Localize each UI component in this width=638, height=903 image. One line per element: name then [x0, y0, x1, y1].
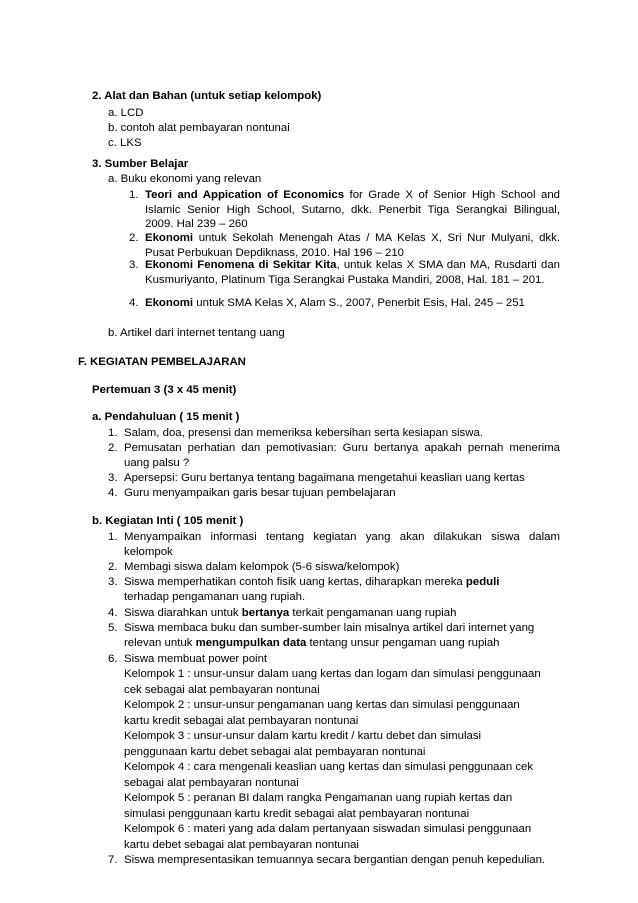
- step-text: Siswa memperhatikan contoh fisik uang kertas, diharapkan mereka peduli: [124, 576, 500, 588]
- book-entry: [145, 258, 560, 287]
- step-text: Membagi siswa dalam kelompok (5-6 siswa/kelompok): [124, 561, 400, 573]
- book-title: Ekonomi: [145, 232, 194, 244]
- step-number: 1.: [108, 531, 118, 543]
- section-3-heading: 3. Sumber Belajar: [92, 158, 189, 170]
- book-number: 3.: [129, 259, 139, 271]
- group-line: Kelompok 5 : peranan BI dalam rangka Pengamanan uang rupiah kertas dan: [124, 792, 513, 804]
- group-line: Kelompok 6 : materi yang ada dalam pertanyaan siswadan simulasi penggunaan: [124, 823, 532, 835]
- group-line: Kelompok 1 : unsur-unsur dalam uang kertas dan logam dan simulasi penggunaan: [124, 668, 541, 680]
- book-number: 1.: [129, 189, 139, 201]
- step-text: Pemusatan perhatian dan pemotivasian: Guru bertanya apakah pernah menerima uang palsu ?: [124, 442, 560, 469]
- group-line: Kelompok 3 : unsur-unsur dalam kartu kredit / kartu debet dan simulasi: [124, 730, 482, 742]
- step-text: Menyampaikan informasi tentang kegiatan yang akan dilakukan siswa dalam kelompok: [124, 531, 560, 558]
- book-number: 2.: [129, 232, 139, 244]
- list-item: c. LKS: [108, 137, 142, 149]
- list-item: a. LCD: [108, 107, 144, 119]
- book-entry: [145, 296, 525, 311]
- book-details: untuk SMA Kelas X, Alam S., 2007, Penerbit Esis, Hal. 245 – 251: [193, 297, 525, 309]
- meeting-heading: Pertemuan 3 (3 x 45 menit): [92, 384, 237, 396]
- book-details: for Grade X of Senior High School and Islamic Senior High School, Sutarno, dkk. Penerbit Tiga Serangkai Bilingual, 2009. Hal 239 – 260: [145, 189, 560, 230]
- step-text: Guru menyampaikan garis besar tujuan pembelajaran: [124, 487, 396, 499]
- step-text: Siswa membaca buku dan sumber-sumber lain misalnya artikel dari internet yang: [124, 622, 535, 634]
- step-number: 7.: [108, 854, 118, 866]
- book-details: untuk Sekolah Menengah Atas / MA Kelas X, Sri Nur Mulyani, dkk. Pusat Perbukuan Depdiknass, 2010. Hal 196 – 210: [145, 232, 560, 259]
- step-text: Apersepsi: Guru bertanya tentang bagaimana mengetahui keaslian uang kertas: [124, 472, 525, 484]
- step-text: terhadap pengamanan uang rupiah.: [124, 591, 306, 603]
- step-number: 5.: [108, 622, 118, 634]
- kegiatan-inti-heading: b. Kegiatan Inti ( 105 menit ): [92, 515, 244, 527]
- step-number: 4.: [108, 607, 118, 619]
- step-text: relevan untuk mengumpulkan data tentang unsur pengaman uang rupiah: [124, 637, 500, 649]
- step-number: 4.: [108, 487, 118, 499]
- book-details: , untuk kelas X SMA dan MA, Rusdarti dan Kusmuriyanto, Platinum Tiga Serangkai Pustaka Mandiri, 2008, Hal. 181 – 201.: [145, 259, 560, 286]
- book-title: Ekonomi Fenomena di Sekitar Kita: [145, 259, 337, 271]
- group-line: Kelompok 4 : cara mengenali keaslian uang kertas dan simulasi penggunaan cek: [124, 761, 534, 773]
- pendahuluan-heading: a. Pendahuluan ( 15 menit ): [92, 411, 240, 423]
- book-entry: [145, 231, 560, 260]
- group-line: Kelompok 2 : unsur-unsur pengamanan uang kertas dan simulasi penggunaan: [124, 699, 520, 711]
- step-number: 2.: [108, 442, 118, 454]
- group-line: kartu kredit sebagai alat pembayaran nontunai: [124, 715, 359, 727]
- section-f-heading: F. KEGIATAN PEMBELAJARAN: [78, 356, 246, 368]
- book-title: Ekonomi: [145, 297, 194, 309]
- book-entry: [145, 188, 560, 232]
- step-number: 2.: [108, 561, 118, 573]
- source-b: b. Artikel dari internet tentang uang: [108, 327, 285, 339]
- group-line: cek sebagai alat pembayaran nontunai: [124, 684, 320, 696]
- step-text: Siswa diarahkan untuk bertanya terkait pengamanan uang rupiah: [124, 607, 457, 619]
- group-line: penggunaan kartu debet sebagai alat pembayaran nontunai: [124, 746, 426, 758]
- step-number: 3.: [108, 472, 118, 484]
- book-number: 4.: [129, 297, 139, 309]
- step-number: 6.: [108, 653, 118, 665]
- source-a: a. Buku ekonomi yang relevan: [108, 173, 262, 185]
- step-text: Siswa mempresentasikan temuannya secara bergantian dengan penuh kepedulian.: [124, 854, 546, 866]
- step-text: Siswa membuat power point: [124, 653, 268, 665]
- step-text: Salam, doa, presensi dan memeriksa kebersihan serta kesiapan siswa.: [124, 427, 483, 439]
- group-line: kartu debet sebagai alat pembayaran nontunai: [124, 839, 359, 851]
- section-2-heading: 2. Alat dan Bahan (untuk setiap kelompok): [92, 90, 322, 102]
- group-line: sebagai alat pembayaran nontunai: [124, 777, 299, 789]
- step-number: 3.: [108, 576, 118, 588]
- step-number: 1.: [108, 427, 118, 439]
- group-line: simulasi penggunaan kartu kredit sebagai alat pembayaran nontunai: [124, 808, 470, 820]
- book-title: Teori and Appication of Economics: [145, 189, 345, 201]
- list-item: b. contoh alat pembayaran nontunai: [108, 122, 290, 134]
